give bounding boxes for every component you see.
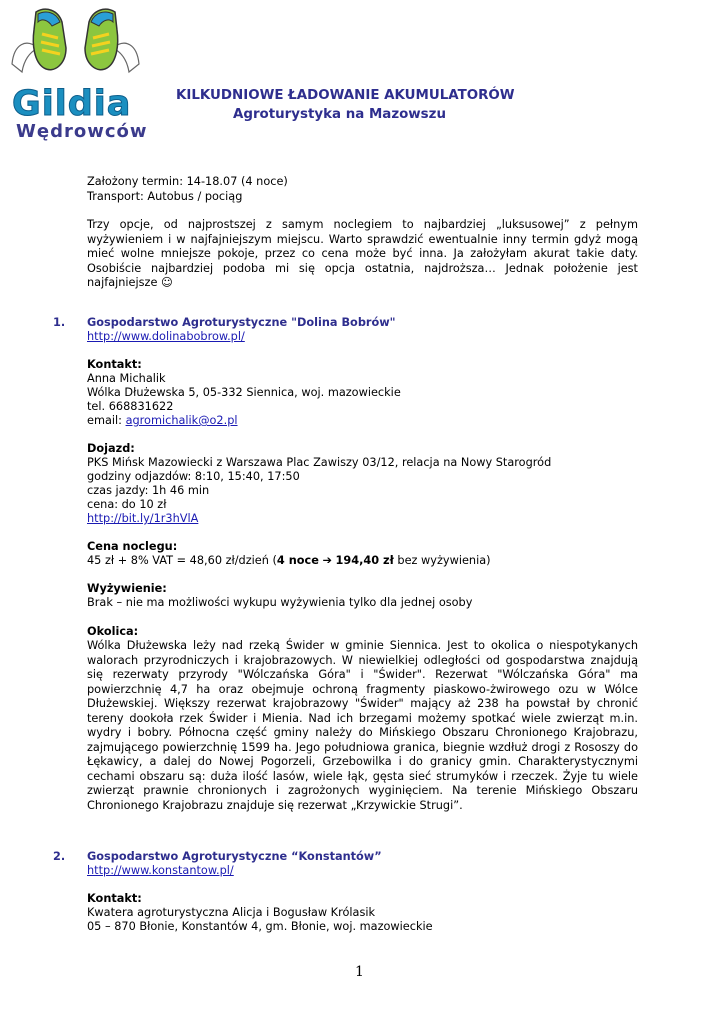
document-title <box>176 86 596 124</box>
logo-text-gildia: Gildia <box>12 84 132 124</box>
arrow-right-icon: ➔ <box>322 554 332 567</box>
offer-1-food: Brak – nie ma możliwości wykupu wyżywienia tylko dla jednej osoby <box>87 596 473 609</box>
intro-transport: Transport: Autobus / pociąg <box>87 190 243 203</box>
offer-2-number: 2. <box>53 850 66 863</box>
offer-1-contact-name: Anna Michalik <box>87 372 166 385</box>
offer-1-access-line2: godziny odjazdów: 8:10, 15:40, 17:50 <box>87 470 300 483</box>
offer-1-price-row <box>87 554 491 569</box>
intro-term: Założony termin: 14-18.07 (4 noce) <box>87 175 288 188</box>
offer-2-title: Gospodarstwo Agroturystyczne “Konstantów” <box>87 850 382 863</box>
offer-1-contact-address: Wólka Dłużewska 5, 05-332 Siennica, woj. mazowieckie <box>87 386 401 399</box>
offer-1-area: Wólka Dłużewska leży nad rzeką Świder w gminie Siennica. Jest to okolica o niespotykanych walorach przyrodniczych i krajobrazowych. W niewielkiej odległości od gospodarstwa znajdują się rezerwaty przyrody "Wólczańska Góra" i "Świder". Rezerwat "Wólczańska Góra" ma powierzchnię 4,7 ha oraz obejmuje ochroną fragmenty piaskowo-żwirowego ozu w Wólce Dłużewskiej. Większy rezerwat krajobrazowy "Świder" mający aż 238 ha powstał by chronić tereny dookoła rzek Świder i Mienia. Nad ich brzegami możemy spotkać wiele zwierząt m.in. wydry i bobry. Północna część gminy należy do Mińskiego Obszaru Chronionego Krajobrazu, zajmującego powierzchnię 1599 ha. Jego południowa granica, biegnie wzdłuż drogi z Rososzy do Łękawicy, a dalej do Nowej Pogorzeli, Grzebowilka i do granicy gmin. Charakterystycznymi cechami obszaru są: duża ilość lasów, wiele łąk, gęsta sieć strumyków i rzeczek. Żyje tu wiele zwierząt prawnie chronionych i zagrożonych wyginięciem. Na terenie Mińskiego Obszaru Chronionego Krajobrazu znajduje się rezerwat „Krzywickie Strugi”. <box>87 639 638 812</box>
price-suffix: bez wyżywienia) <box>393 554 491 567</box>
offer-1-website-link[interactable]: http://www.dolinabobrow.pl/ <box>87 330 245 343</box>
offer-1-contact-label: Kontakt: <box>87 358 142 371</box>
offer-2-website-link[interactable]: http://www.konstantow.pl/ <box>87 864 234 877</box>
offer-1-access-link[interactable]: http://bit.ly/1r3hVlA <box>87 512 199 525</box>
offer-1-contact-phone: tel. 668831622 <box>87 400 174 413</box>
logo-text-wedrowcow: Wędrowców <box>16 121 148 142</box>
price-nights: 4 noce <box>276 554 319 567</box>
offer-1-access-line1: PKS Mińsk Mazowiecki z Warszawa Plac Zawiszy 03/12, relacja na Nowy Starogród <box>87 456 552 469</box>
offer-1-access-label: Dojazd: <box>87 442 135 455</box>
offer-1-area-label: Okolica: <box>87 625 139 638</box>
email-label: email: <box>87 414 122 427</box>
offer-1-access-line3: czas jazdy: 1h 46 min <box>87 484 210 497</box>
price-base: 45 zł + 8% VAT = 48,60 zł/dzień ( <box>87 554 277 567</box>
offer-1-email-link[interactable]: agromichalik@o2.pl <box>125 414 238 427</box>
offer-1-access-line4: cena: do 10 zł <box>87 498 167 511</box>
offer-1-price-label: Cena noclegu: <box>87 540 178 553</box>
offer-1-food-label: Wyżywienie: <box>87 582 167 595</box>
intro-paragraph: Trzy opcje, od najprostszej z samym noclegiem to najbardziej „luksusowej” z pełnym wyżywieniem i w najfajniejszym miejscu. Warto sprawdzić ewentualnie inny termin gdyż mogą mieć wolne mniejsze pokoje, przez co cena może być inna. Ja założyłam akurat takie daty. Osobiście najbardziej podoba mi się opcja ostatnia, najdroższa… Jednak położenie jest najfajniejsze ☺ <box>87 218 638 289</box>
shoes-wings-icon <box>8 4 143 84</box>
offer-1-title: Gospodarstwo Agroturystyczne "Dolina Bobrów" <box>87 316 396 329</box>
offer-1-number: 1. <box>53 316 66 329</box>
offer-2-contact-label: Kontakt: <box>87 892 142 905</box>
offer-2-contact-name: Kwatera agroturystyczna Alicja i Bogusław Królasik <box>87 906 376 919</box>
title-main: KILKUDNIOWE ŁADOWANIE AKUMULATORÓW <box>176 88 515 103</box>
offer-1-contact-email-row <box>87 414 238 429</box>
title-subtitle: Agroturystyka na Mazowszu <box>233 107 446 122</box>
price-total: 194,40 zł <box>335 554 394 567</box>
offer-2-contact-address: 05 – 870 Błonie, Konstantów 4, gm. Błonie, woj. mazowieckie <box>87 920 433 933</box>
page-number: 1 <box>355 964 364 980</box>
gildia-wedrowcow-logo <box>8 4 148 144</box>
